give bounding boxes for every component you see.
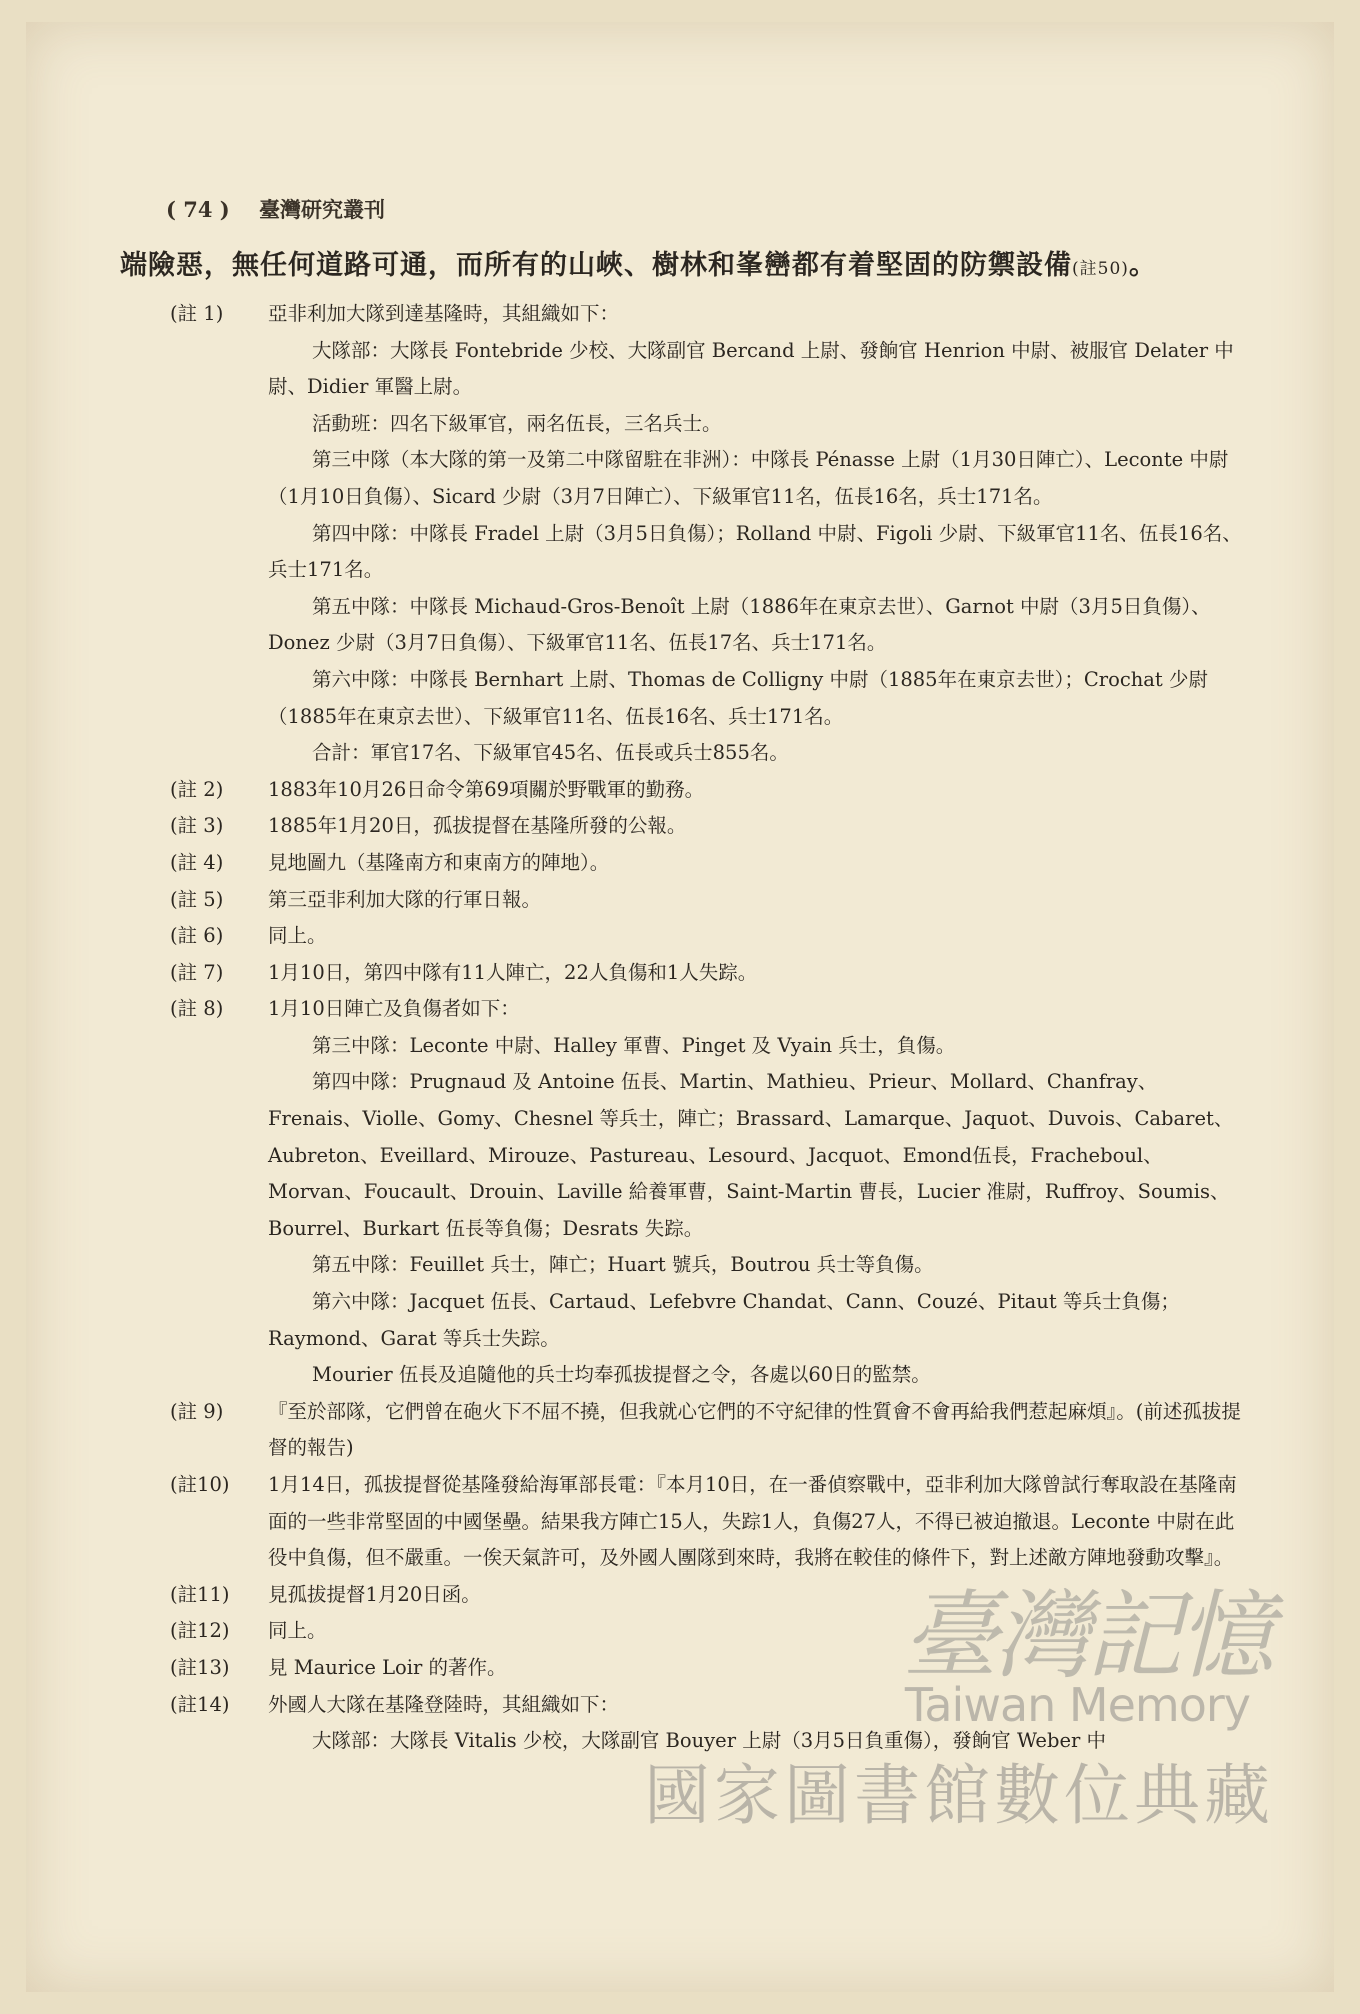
footnote [170,808,1250,845]
footnote-label: (註13) [170,1655,230,1679]
footnote [170,1394,1250,1467]
footnote-text: 『至於部隊，它們曾在砲火下不屈不撓，但我就心它們的不守紀律的性質會不會再給我們惹起麻煩』。(前述孤拔提督的報告) [268,1399,1241,1460]
footnote-text: 見 Maurice Loir 的著作。 [268,1655,507,1679]
footnote-text: 大隊部：大隊長 Vitalis 少校，大隊副官 Bouyer 上尉（3月5日負重傷），發餉官 Weber 中 [312,1729,1107,1753]
footnote-text: 第五中隊：中隊長 Michaud-Gros-Benoît 上尉（1886年在東京去世）、Garnot 中尉（3月5日負傷）、Donez 少尉（3月7日負傷）、下級軍官11名、伍長17名、兵士171名。 [268,594,1211,655]
journal-title: 臺灣研究叢刊 [259,197,386,222]
footnote-label: (註 2) [170,777,224,801]
footnote-text: 活動班：四名下級軍官，兩名伍長，三名兵士。 [312,411,722,435]
footnote-text: 大隊部：大隊長 Fontebride 少校、大隊副官 Bercand 上尉、發餉官 Henrion 中尉、被服官 Delater 中尉、Didier 軍醫上尉。 [268,338,1234,399]
footnote [170,772,1250,809]
footnote-text: Mourier 伍長及追隨他的兵士均奉孤拔提督之令，各處以60日的監禁。 [312,1363,931,1387]
footnote-label: (註 4) [170,850,224,874]
footnote-text: 合計：軍官17名、下級軍官45名、伍長或兵士855名。 [312,741,789,765]
footnote-text: 1883年10月26日命令第69項關於野戰軍的勤務。 [268,777,705,801]
footnote-text: 外國人大隊在基隆登陸時，其組織如下： [268,1692,620,1716]
footnote-label: (註 5) [170,887,224,911]
footnote [170,1577,1250,1614]
footnote [170,296,1250,772]
footnote-text: 1885年1月20日，孤拔提督在基隆所發的公報。 [268,814,687,838]
footnote-text: 第三中隊（本大隊的第一及第二中隊留駐在非洲）：中隊長 Pénasse 上尉（1月30日陣亡）、Leconte 中尉（1月10日負傷）、Sicard 少尉（3月7日陣亡）、下級軍官11名，伍長16名，兵士171名。 [268,448,1229,508]
running-header [166,194,385,224]
footnote-text: 第四中隊：Prugnaud 及 Antoine 伍長、Martin、Mathieu、Prieur、Mollard、Chanfray、Frenais、Violle、Gomy、Chesnel 等兵士，陣亡；Brassard、Lamarque、Jaquot、Duvois、Cabaret、Aubreton、Eveillard、Mirouze、Pastureau、Lesourd、Jacquot、Emond伍長，Fracheboul、Morvan、Foucault、Drouin、Laville 給養軍曹，Saint-Martin 曹長，Lucier 准尉，Ruffroy、Soumis、Bourrel、Burkart 伍長等負傷；Desrats 失踪。 [268,1070,1234,1240]
footnote [170,918,1250,955]
watermark-calligraphy: 臺灣記憶 [902,1580,1270,1692]
footnote-text: 1月10日，第四中隊有11人陣亡，22人負傷和1人失踪。 [268,960,758,984]
footnote-text: 亞非利加大隊到達基隆時，其組織如下： [268,302,620,325]
footnote-text: 第四中隊：中隊長 Fradel 上尉（3月5日負傷）；Rolland 中尉、Figoli 少尉、下級軍官11名、伍長16名、兵士171名。 [268,521,1242,582]
footnote-text: 第六中隊：中隊長 Bernhart 上尉、Thomas de Colligny 中尉（1885年在東京去世）；Crochat 少尉（1885年在東京去世）、下級軍官11名、伍長16名、兵士171名。 [268,667,1208,728]
footnote-label: (註 9) [170,1399,224,1423]
footnote-text: 第三中隊：Leconte 中尉、Halley 軍曹、Pinget 及 Vyain 兵士，負傷。 [312,1033,956,1057]
footnote-label: (註 6) [170,924,224,948]
footnote-label: (註 8) [170,997,224,1021]
footnote-label: (註10) [170,1473,230,1496]
footnote-text: 1月14日，孤拔提督從基隆發給海軍部長電：『本月10日，在一番偵察戰中，亞非利加大隊曾試行奪取設在基隆南面的一些非常堅固的中國堡壘。結果我方陣亡15人，失踪1人，負傷27人，不得已被迫撤退。Leconte 中尉在此役中負傷，但不嚴重。一俟天氣許可，及外國人團隊到來時，我將在較佳的條件下，對上述敵方陣地發動攻擊』。 [268,1473,1237,1570]
lead-end: 。 [1128,250,1157,281]
footnote-text: 見地圖九（基隆南方和東南方的陣地）。 [268,850,610,874]
footnote-label: (註14) [170,1692,230,1716]
footnotes [170,296,1250,1760]
footnote-label: (註12) [170,1619,230,1643]
watermark-library: 國家圖書館數位典藏 [644,1757,1274,1834]
footnote [170,1687,1250,1760]
footnote [170,1467,1250,1577]
footnote-text: 見孤拔提督1月20日函。 [268,1582,481,1606]
footnote [170,845,1250,882]
lead-note-ref: (註50) [1072,259,1129,279]
footnote-label: (註 1) [170,302,224,325]
watermark-english: Taiwan Memory [904,1678,1250,1732]
footnote [170,955,1250,992]
footnote [170,991,1250,1394]
footnote [170,882,1250,919]
lead-paragraph [120,243,1240,282]
page-number: ( 74 ) [166,197,230,222]
footnote-text: 1月10日陣亡及負傷者如下： [268,997,520,1021]
footnote-text: 第六中隊：Jacquet 伍長、Cartaud、Lefebvre Chandat、Cann、Couzé、Pitaut 等兵士負傷；Raymond、Garat 等兵士失踪。 [268,1290,1180,1350]
footnote-text: 同上。 [268,924,327,948]
footnote-text: 第五中隊：Feuillet 兵士，陣亡；Huart 號兵，Boutrou 兵士等負傷。 [312,1253,934,1277]
footnote [170,1613,1250,1650]
footnote-label: (註 3) [170,814,224,838]
footnote-text: 同上。 [268,1619,327,1643]
footnote [170,1650,1250,1687]
footnote-label: (註11) [170,1582,230,1606]
lead-text: 端險惡，無任何道路可通，而所有的山峽、樹林和峯巒都有着堅固的防禦設備 [120,250,1072,281]
footnote-label: (註 7) [170,960,224,984]
footnote-text: 第三亞非利加大隊的行軍日報。 [268,887,542,911]
